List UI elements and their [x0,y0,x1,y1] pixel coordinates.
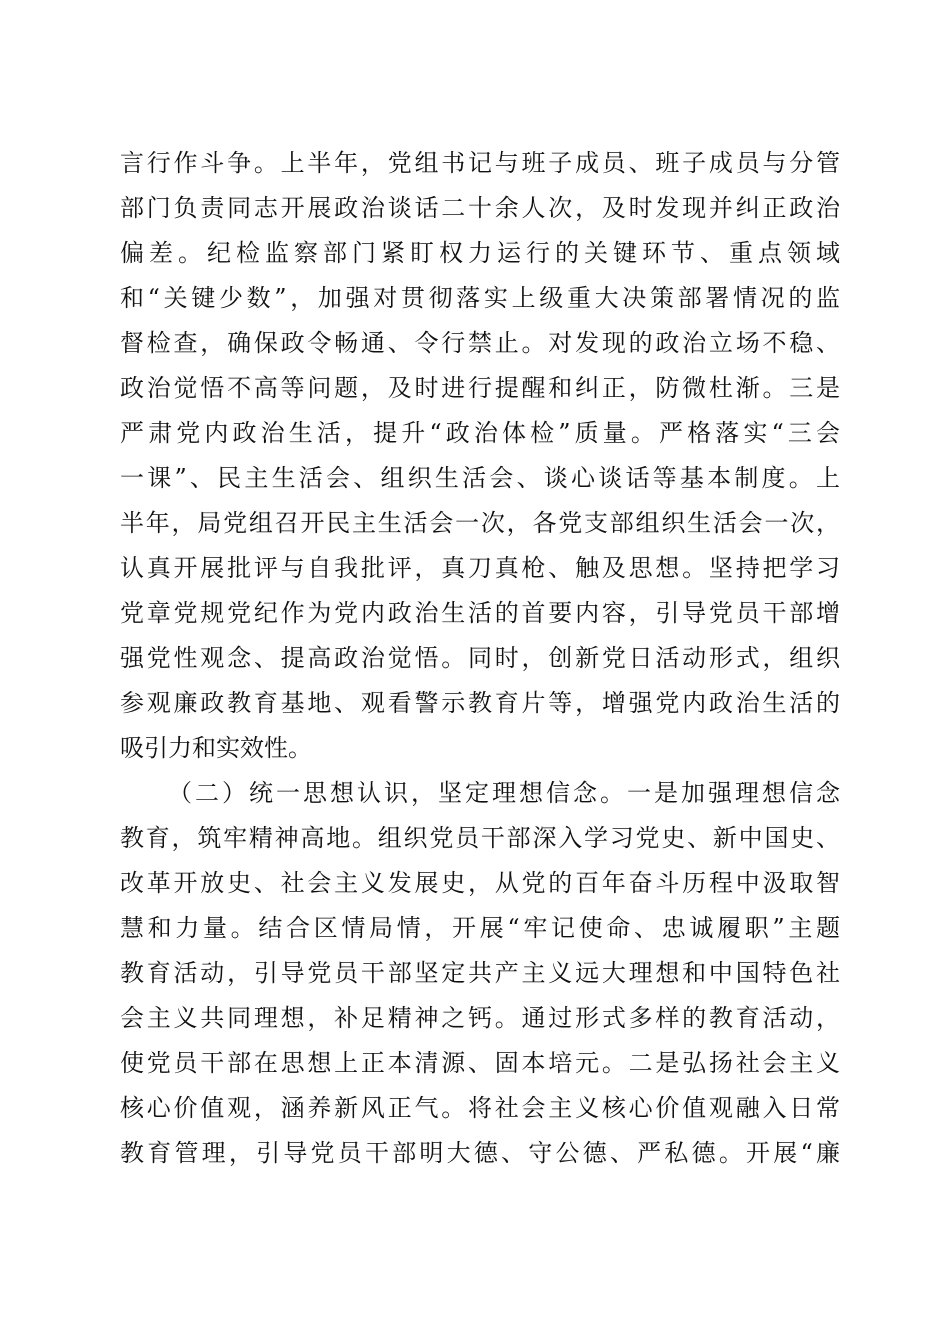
text-line: 言行作斗争。上半年，党组书记与班子成员、班子成员与分管 [120,149,840,177]
paragraph-end-line: 吸引力和实效性。 [120,734,312,762]
text-line: 教育管理，引导党员干部明大德、守公德、严私德。开展“廉 [120,1139,840,1167]
text-line: 一课”、民主生活会、组织生活会、谈心谈话等基本制度。上 [120,464,840,492]
text-line: 改革开放史、社会主义发展史，从党的百年奋斗历程中汲取智 [120,869,840,897]
text-line: 严肃党内政治生活，提升“政治体检”质量。严格落实“三会 [120,419,840,447]
text-line: 和“关键少数”，加强对贯彻落实上级重大决策部署情况的监 [120,284,840,312]
section-heading-line: （二）统一思想认识，坚定理想信念。一是加强理想信念 [168,779,840,807]
text-line: 教育活动，引导党员干部坚定共产主义远大理想和中国特色社 [120,959,840,987]
text-line: 慧和力量。结合区情局情，开展“牢记使命、忠诚履职”主题 [120,914,840,942]
text-line: 偏差。纪检监察部门紧盯权力运行的关键环节、重点领域 [120,239,840,267]
text-line: 督检查，确保政令畅通、令行禁止。对发现的政治立场不稳、 [120,329,840,357]
text-line: 认真开展批评与自我批评，真刀真枪、触及思想。坚持把学习 [120,554,840,582]
text-line: 半年，局党组召开民主生活会一次，各党支部组织生活会一次， [120,509,840,537]
text-line: 参观廉政教育基地、观看警示教育片等，增强党内政治生活的 [120,689,840,717]
text-line: 会主义共同理想，补足精神之钙。通过形式多样的教育活动， [120,1004,840,1032]
text-line: 教育，筑牢精神高地。组织党员干部深入学习党史、新中国史、 [120,824,840,852]
text-line: 政治觉悟不高等问题，及时进行提醒和纠正，防微杜渐。三是 [120,374,840,402]
text-line: 党章党规党纪作为党内政治生活的首要内容，引导党员干部增 [120,599,840,627]
text-line: 强党性观念、提高政治觉悟。同时，创新党日活动形式，组织 [120,644,840,672]
text-line: 核心价值观，涵养新风正气。将社会主义核心价值观融入日常 [120,1094,840,1122]
document-body [120,141,840,1176]
text-line: 使党员干部在思想上正本清源、固本培元。二是弘扬社会主义 [120,1049,840,1077]
text-line: 部门负责同志开展政治谈话二十余人次，及时发现并纠正政治 [120,194,840,222]
